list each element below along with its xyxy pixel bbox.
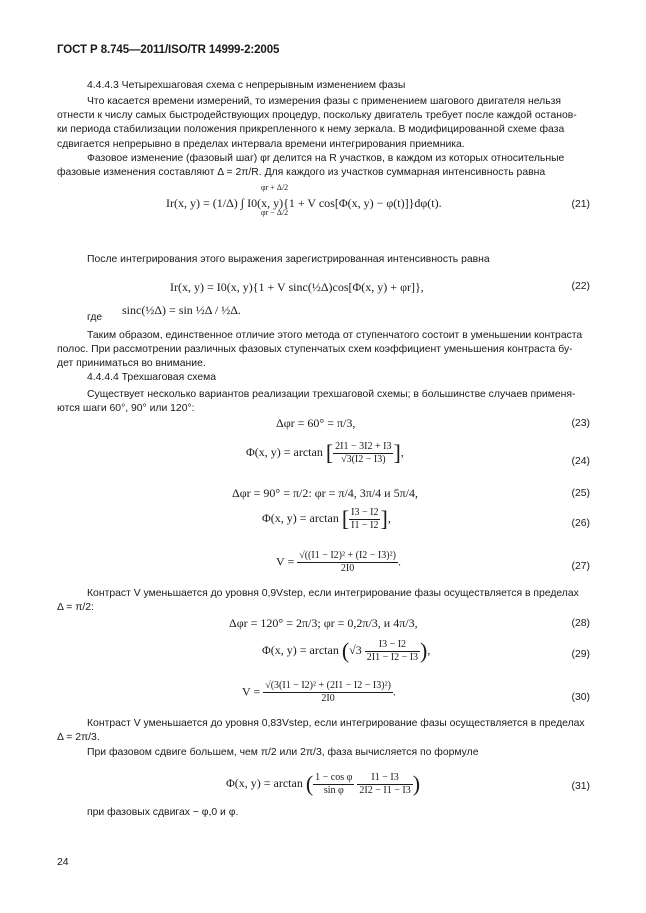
- equation-number-22: (22): [571, 281, 590, 292]
- paragraph-contrast-difference: Таким образом, единственное отличие этого метода от ступенчатого состоит в уменьшении контраста полос. При рассмотрении различных фазовых ступенчатых схем коэффициент уменьшения контраста бу- дет приниматься во внимание.: [57, 330, 583, 370]
- page-number: 24: [57, 857, 69, 868]
- paragraph-three-step-variants: Существует несколько вариантов реализации трехшаговой схемы; в большинстве случаев применя- ются шаги 60°, 90° или 120°:: [57, 389, 576, 415]
- equation-29: Φ(x, y) = arctan (√3 $\frac{I3 - I2}{2I1 - I2 - I3}$ ),: [262, 638, 431, 663]
- section-heading-4444: 4.4.4.4 Трехшаговая схема: [87, 372, 217, 383]
- paragraph-measurement-time: Что касается времени измерений, то измерения фазы с применением шагового двигателя нельзя отнести к числу самых быстродействующих процедур, поскольку двигатель требует после каждой останов- ки периода стабилизации положения прикрепленного к нему зеркала. В модифицированной схеме фаза сдвигается непрерывно в пределах интервала времени интегрирования приемника.: [57, 96, 577, 150]
- equation-number-21: (21): [571, 199, 590, 210]
- equation-25: Δφr = 90° = π/2: φr = π/4, 3π/4 и 5π/4,: [232, 486, 418, 500]
- equation-number-29: (29): [571, 649, 590, 660]
- paragraph-contrast-083: Контраст V уменьшается до уровня 0,83Vstep, если интегрирование фазы осуществляется в пределах Δ = 2π/3.: [57, 718, 585, 744]
- paragraph-contrast-09: Контраст V уменьшается до уровня 0,9Vstep, если интегрирование фазы осуществляется в пределах Δ = π/2:: [57, 588, 579, 614]
- equation-27: V = $\frac{\text{√((I1 − I2)² + (I2 − I3)²)}}{2I0}$ .: [276, 550, 401, 574]
- equation-number-31: (31): [571, 781, 590, 792]
- equation-28: Δφr = 120° = 2π/3; φr = 0,2π/3, и 4π/3,: [229, 616, 418, 630]
- equation-number-23: (23): [571, 418, 590, 429]
- equation-number-25: (25): [571, 488, 590, 499]
- equation-31: Φ(x, y) = arctan ( $\frac{\text{1 − cos φ}}{\text{sin φ}}$ $\frac{I1 - I3}{2I2 - I1 - I3}$ ): [226, 771, 421, 796]
- equation-22: Ir(x, y) = I0(x, y){1 + V sinc(½Δ)cos[Φ(x, y) + φr]},: [170, 280, 424, 294]
- section-heading-4443: 4.4.4.3 Четырехшаговая схема с непрерывным изменением фазы: [87, 80, 406, 91]
- equation-26: Φ(x, y) = arctan [ $\frac{I3 - I2}{I1 - I2}$ ],: [262, 506, 391, 531]
- equation-number-26: (26): [571, 518, 590, 529]
- paragraph-phase-shifts: при фазовых сдвигах − φ,0 и φ.: [87, 807, 239, 818]
- equation-30: V = $\frac{\text{√(3(I1 − I2)² + (2I1 − I2 − I3)²)}}{2I0}$ .: [242, 680, 396, 704]
- document-page: ГОСТ Р 8.745—2011/ISO/TR 14999-2:2005 4.4.4.3 Четырехшаговая схема с непрерывным изменением фазы Что касается времени измерений, то измерения фазы с применением шагового двигателя нельзя отнести к числу самых быстродействующих процедур, поскольку двигатель требует после каждой останов- ки периода стабилизации положения прикрепленного к нему зеркала. В модифицированной схеме фаза сдвигается непрерывно в пределах интервала времени интегрирования приемника. Фазовое изменение (фазовый шаг) φr делится на R участков, в каждом из которых относительные фазовые изменения составляют Δ = 2π/R. Для каждого из участков суммарная интенсивность равна φr + Δ/2 Ir(x, y) = (1/Δ) ∫ I0(x, y){1 + V cos[Φ(x, y) − φ(t)]}dφ(t). φr − Δ/2 (21) После интегрирования этого выражения зарегистрированная интенсивность равна Ir(x, y) = I0(x, y){1 + V sinc(½Δ)cos[Φ(x, y) + φr]}, (22) где sinc(½Δ) = sin ½Δ / ½Δ. Таким образом, единственное отличие этого метода от ступенчатого состоит в уменьшении контраста полос. При рассмотрении различных фазовых ступенчатых схем коэффициент уменьшения контраста бу- дет приниматься во внимание. 4.4.4.4 Трехшаговая схема Существует несколько вариантов реализации трехшаговой схемы; в большинстве случаев применя- ются шаги 60°, 90° или 120°: Δφr = 60° = π/3, (23) Φ(x, y) = arctan [ $\frac{2I1 - 3I2 + I3}{√3(I2 - I3)}$ ], (24) Δφr = 90° = π/2: φr = π/4, 3π/4 и 5π/4, (25) Φ(x, y) = arctan [ $\frac{I3 - I2}{I1 - I2}$ ], (26) V = $\frac{\text{√((I1 − I2)² + (I2 − I3)²)}}{2I0}$ . (27) Контраст V уменьшается до уровня 0,9Vstep, если интегрирование фазы осуществляется в пределах Δ = π/2: Δφr = 120° = 2π/3; φr = 0,2π/3, и 4π/3, (28) Φ(x, y) = arctan (√3 $\frac{I3 - I2}{2I1 - I2 - I3}$ ), (29) V = $\frac{\text{√(3(I1 − I2)² + (2I1 − I2 − I3)²)}}{2I0}$ . (30) Контраст V уменьшается до уровня 0,83Vstep, если интегрирование фазы осуществляется в пределах Δ = 2π/3. При фазовом сдвиге большем, чем π/2 или 2π/3, фаза вычисляется по формуле Φ(x, y) = arctan ( $\frac{\text{1 − cos φ}}{\text{sin φ}}$ $\frac{I1 - I3}{2I2 - I1 - I3}$ ) (31) при фазовых сдвигах − φ,0 и φ. 24: [57, 44, 590, 868]
- paragraph-after-integration: После интегрирования этого выражения зарегистрированная интенсивность равна: [87, 254, 490, 265]
- word-where: где: [87, 312, 103, 323]
- document-header: ГОСТ Р 8.745—2011/ISO/TR 14999-2:2005: [57, 44, 280, 56]
- equation-24: Φ(x, y) = arctan [ $\frac{2I1 - 3I2 + I3}{√3(I2 - I3)}$ ],: [246, 440, 404, 465]
- equation-number-28: (28): [571, 618, 590, 629]
- equation-number-30: (30): [571, 692, 590, 703]
- equation-23: Δφr = 60° = π/3,: [276, 416, 356, 430]
- equation-number-24: (24): [571, 456, 590, 467]
- paragraph-larger-shift: При фазовом сдвиге большем, чем π/2 или 2π/3, фаза вычисляется по формуле: [87, 747, 479, 758]
- equation-sinc: sinc(½Δ) = sin ½Δ / ½Δ.: [122, 303, 241, 317]
- equation-number-27: (27): [571, 561, 590, 572]
- paragraph-phase-step: Фазовое изменение (фазовый шаг) φr делится на R участков, в каждом из которых относительные фазовые изменения составляют Δ = 2π/R. Для каждого из участков суммарная интенсивность равна: [57, 153, 565, 179]
